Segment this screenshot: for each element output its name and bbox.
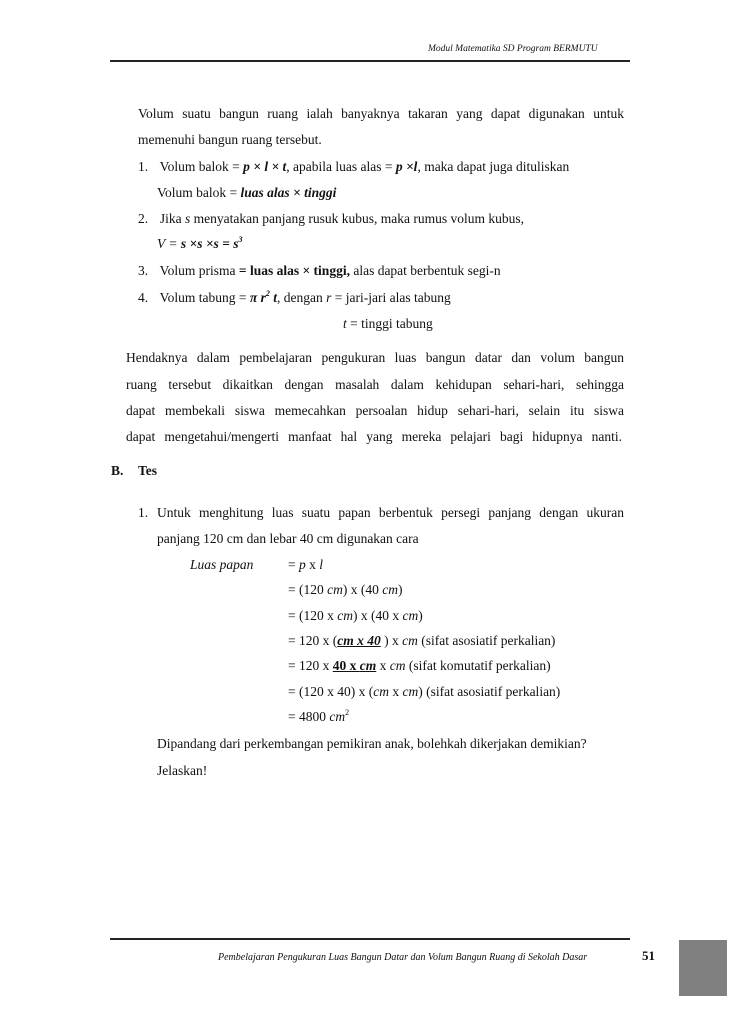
text: ) (sifat asosiatif perkalian) (418, 684, 561, 699)
text: ) x (40 x (352, 608, 403, 623)
exponent: 3 (238, 235, 243, 244)
text: = 120 x (288, 658, 333, 673)
unit: cm (329, 709, 346, 724)
intro-line-2: memenuhi bangun ruang tersebut. (138, 132, 322, 147)
formula: π r (249, 290, 266, 305)
formula-item-2 (138, 211, 524, 227)
test-item-line-2: panjang 120 cm dan lebar 40 cm digunakan cara (157, 531, 419, 546)
paragraph-line-2: ruang tersebut dikaitkan dengan masalah dalam kehidupan sehari-hari, sehingga (126, 377, 624, 392)
text: (sifat komutatif perkalian) (405, 658, 551, 673)
variable: t (343, 316, 347, 331)
text: Volum prisma (159, 263, 239, 278)
text: = 4800 (288, 709, 330, 724)
text: , maka dapat juga dituliskan (417, 159, 570, 174)
unit: cm (402, 608, 419, 623)
emphasis: 40 x (332, 658, 360, 673)
footer-rule (110, 938, 630, 940)
intro-line-1: Volum suatu bangun ruang ialah banyaknya takaran yang dapat digunakan untuk (138, 106, 624, 121)
item-number: 1. (138, 159, 149, 174)
text: menyatakan panjang rusuk kubus, maka rumus volum kubus, (190, 211, 524, 226)
formula: s ×s ×s = s (180, 236, 239, 251)
text: = 120 x ( (288, 633, 338, 648)
formula: t (269, 290, 278, 305)
text: alas dapat berbentuk segi-n (349, 263, 501, 278)
item-number: 3. (138, 263, 149, 278)
text: x (376, 658, 390, 673)
emphasis: cm (359, 658, 377, 673)
unit: cm (337, 608, 353, 623)
calc-step-6 (288, 684, 560, 700)
paragraph-line-3: dapat membekali siswa memecahkan persoalan hidup sehari-hari, selain itu siswa (126, 403, 624, 418)
formula-item-1-line-2 (157, 185, 336, 201)
text: Jika (159, 211, 185, 226)
formula: p ×l (395, 159, 418, 174)
exponent: 2 (265, 289, 270, 298)
test-item-line-1: Untuk menghitung luas suatu papan berbentuk persegi panjang dengan ukuran (157, 505, 624, 520)
text: ) (418, 608, 423, 623)
running-footer: Pembelajaran Pengukuran Luas Bangun Datar dan Volum Bangun Ruang di Sekolah Dasar (218, 952, 588, 963)
text: = tinggi tabung (346, 316, 433, 331)
text: = (120 x 40) x ( (288, 684, 374, 699)
text: Volum balok = (159, 159, 244, 174)
exponent: 2 (345, 708, 350, 717)
text: , apabila luas alas = (286, 159, 396, 174)
unit: cm (327, 582, 343, 597)
text: ) x (40 (342, 582, 383, 597)
calc-label: Luas papan (190, 557, 254, 572)
text: Volum balok = (157, 185, 241, 200)
variable: l (319, 557, 324, 572)
header-rule (110, 60, 630, 62)
variable: r (326, 290, 332, 305)
item-number: 2. (138, 211, 149, 226)
variable: s (185, 211, 191, 226)
unit: cm (402, 684, 419, 699)
formula-item-1 (138, 159, 569, 175)
test-question-line-1: Dipandang dari perkembangan pemikiran anak, bolehkah dikerjakan demikian? (157, 736, 587, 751)
test-item-number: 1. (138, 505, 149, 520)
variable: p (299, 557, 306, 572)
calc-step-7 (288, 709, 349, 725)
text: x (388, 684, 403, 699)
paragraph-line-4: dapat mengetahui/mengerti manfaat hal yang mereka pelajari bagi hidupnya nanti. (126, 429, 622, 444)
text: (sifat asosiatif perkalian) (417, 633, 556, 648)
formula: luas alas × tinggi (240, 185, 337, 200)
text: ) (397, 582, 403, 597)
item-number: 4. (138, 290, 149, 305)
text: = (120 x (288, 608, 338, 623)
text: , dengan (277, 290, 327, 305)
unit: cm (402, 633, 418, 648)
section-title: Tes (138, 463, 158, 478)
text: = jari-jari alas tabung (331, 290, 451, 305)
formula-item-2-line-2 (157, 236, 242, 252)
running-header: Modul Matematika SD Program BERMUTU (428, 44, 598, 54)
calc-step-1 (288, 557, 323, 573)
text: ) x (380, 633, 403, 648)
text: = (120 (288, 582, 328, 597)
calc-step-4 (288, 633, 555, 649)
text: = (288, 557, 299, 572)
calc-step-2 (288, 582, 402, 598)
page-number: 51 (642, 948, 655, 963)
formula: p × l × t (243, 159, 287, 174)
unit: cm (389, 658, 406, 673)
formula: = luas alas × tinggi, (238, 263, 350, 278)
paragraph-line-1: Hendaknya dalam pembelajaran pengukuran luas bangun datar dan volum bangun (126, 350, 624, 365)
calc-step-3 (288, 608, 423, 624)
page-tab-marker (679, 940, 727, 996)
formula-item-4 (138, 290, 451, 306)
text: V = (157, 236, 181, 251)
formula-item-4-line-2 (343, 316, 433, 332)
section-label: B. (111, 463, 124, 478)
test-question-line-2: Jelaskan! (157, 763, 208, 778)
text: x (305, 557, 320, 572)
emphasis: cm x 40 (337, 633, 381, 648)
calc-step-5 (288, 658, 551, 674)
formula-item-3 (138, 263, 501, 279)
text: Volum tabung = (159, 290, 250, 305)
unit: cm (382, 582, 398, 597)
unit: cm (373, 684, 389, 699)
